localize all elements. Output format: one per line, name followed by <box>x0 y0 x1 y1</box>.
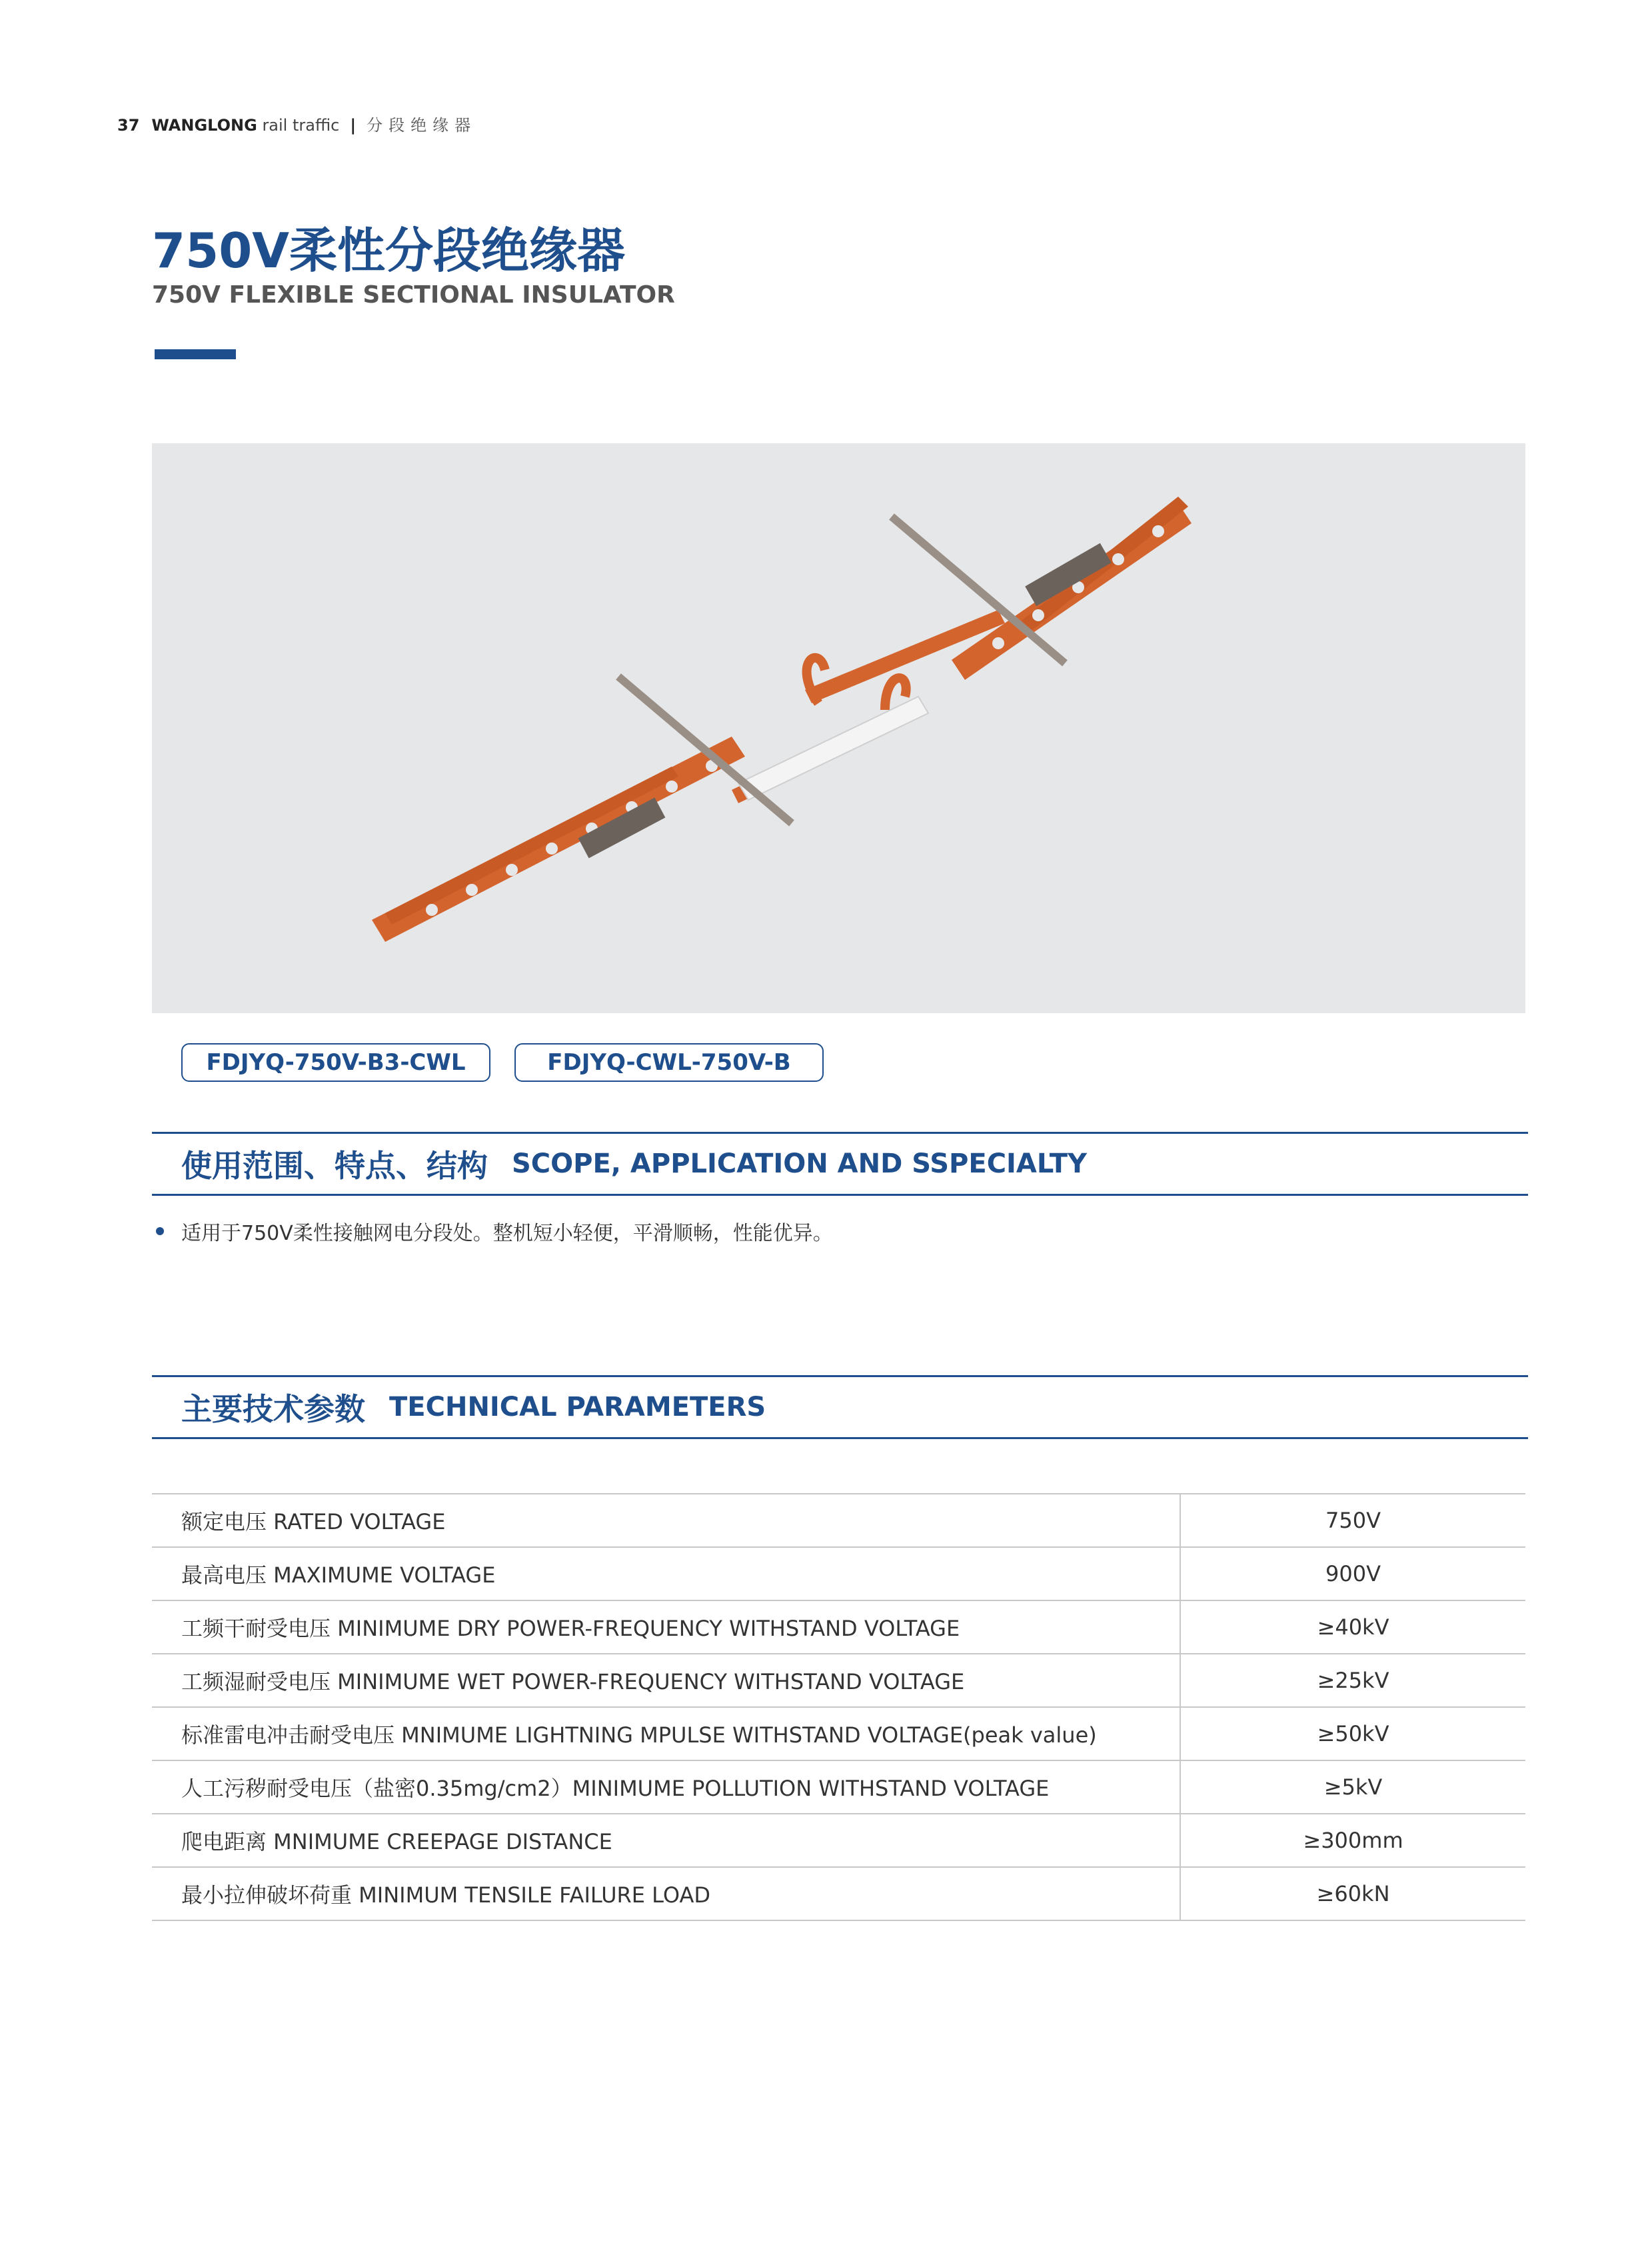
table-row <box>152 1654 1525 1707</box>
model-tag-1: FDJYQ-750V-B3-CWL <box>181 1043 490 1082</box>
table-row <box>152 1760 1525 1814</box>
param-label: 最小拉伸破坏荷重 MINIMUM TENSILE FAILURE LOAD <box>152 1867 1180 1920</box>
scope-heading-cn: 使用范围、特点、结构 <box>181 1148 488 1184</box>
param-label: 爬电距离 MNIMUME CREEPAGE DISTANCE <box>152 1814 1180 1867</box>
scope-heading-en: SCOPE, APPLICATION AND SSPECIALTY <box>512 1148 1088 1179</box>
brand-suffix: rail traffic <box>262 116 340 135</box>
table-row <box>152 1547 1525 1600</box>
param-label: 最高电压 MAXIMUME VOLTAGE <box>152 1547 1180 1600</box>
param-label: 人工污秽耐受电压（盐密0.35mg/cm2）MINIMUME POLLUTION WITHSTAND VOLTAGE <box>152 1760 1180 1814</box>
bullet-dot-icon <box>156 1227 164 1235</box>
model-tag-2: FDJYQ-CWL-750V-B <box>514 1043 824 1082</box>
parameters-table <box>152 1493 1525 1921</box>
page-number: 37 <box>117 116 140 135</box>
param-value: ≥50kV <box>1180 1707 1525 1760</box>
table-row <box>152 1494 1525 1547</box>
param-label: 工频湿耐受电压 MINIMUME WET POWER-FREQUENCY WITHSTAND VOLTAGE <box>152 1654 1180 1707</box>
title-underline <box>155 349 236 359</box>
header-separator: | <box>350 116 357 135</box>
brand-name: WANGLONG <box>151 116 257 135</box>
param-label: 额定电压 RATED VOLTAGE <box>152 1494 1180 1547</box>
table-row <box>152 1867 1525 1920</box>
tech-heading-en: TECHNICAL PARAMETERS <box>389 1392 766 1422</box>
page-header <box>117 112 476 135</box>
product-photo <box>152 443 1525 1013</box>
param-label: 标准雷电冲击耐受电压 MNIMUME LIGHTNING MPULSE WITHSTAND VOLTAGE(peak value) <box>152 1707 1180 1760</box>
tech-section-heading <box>152 1375 1528 1439</box>
scope-bullet-text: 适用于750V柔性接触网电分段处。整机短小轻便，平滑顺畅，性能优异。 <box>181 1222 833 1245</box>
page-subtitle: 750V FLEXIBLE SECTIONAL INSULATOR <box>152 281 675 309</box>
param-value: ≥60kN <box>1180 1867 1525 1920</box>
param-value: 750V <box>1180 1494 1525 1547</box>
header-category: 分段绝缘器 <box>367 116 477 135</box>
param-value: ≥40kV <box>1180 1600 1525 1654</box>
param-value: ≥300mm <box>1180 1814 1525 1867</box>
table-row <box>152 1814 1525 1867</box>
param-value: 900V <box>1180 1547 1525 1600</box>
param-label: 工频干耐受电压 MINIMUME DRY POWER-FREQUENCY WITHSTAND VOLTAGE <box>152 1600 1180 1654</box>
scope-bullet <box>156 1216 833 1246</box>
tech-heading-cn: 主要技术参数 <box>181 1391 365 1427</box>
scope-section-heading <box>152 1132 1528 1196</box>
table-row <box>152 1600 1525 1654</box>
sectional-insulator-illustration <box>152 443 1525 1013</box>
param-value: ≥25kV <box>1180 1654 1525 1707</box>
table-row <box>152 1707 1525 1760</box>
page-title: 750V柔性分段绝缘器 <box>152 223 626 279</box>
param-value: ≥5kV <box>1180 1760 1525 1814</box>
